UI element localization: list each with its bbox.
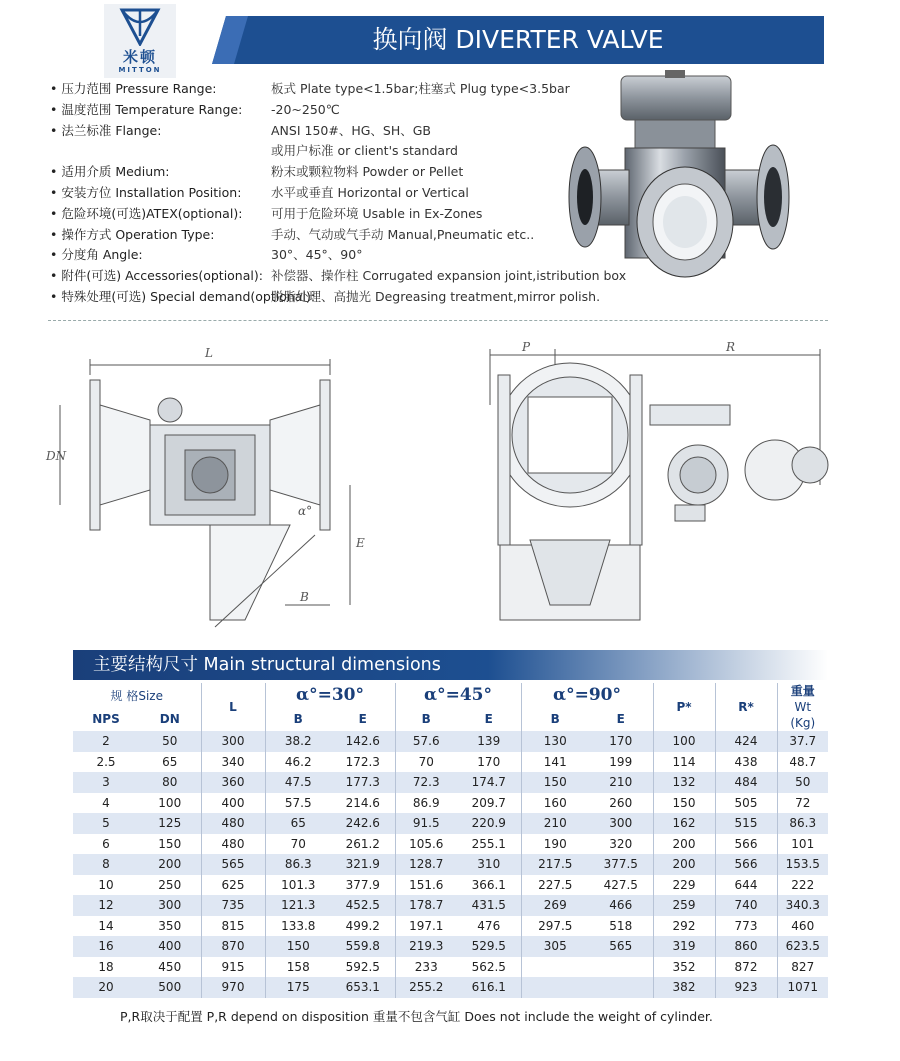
header-weight-en: Wt — [794, 700, 812, 714]
table-cell: 125 — [139, 813, 201, 834]
table-cell: 450 — [139, 957, 201, 978]
table-cell: 360 — [201, 772, 265, 793]
table-cell: 1071 — [777, 977, 828, 998]
table-cell: 242.6 — [331, 813, 395, 834]
header-alpha-90: α°=90° — [521, 683, 653, 707]
table-cell: 150 — [139, 834, 201, 855]
table-cell: 170 — [457, 752, 521, 773]
spec-value: 手动、气动或气手动 Manual,Pneumatic etc.. — [271, 226, 535, 242]
table-cell: 5 — [73, 813, 139, 834]
table-cell: 86.9 — [395, 793, 457, 814]
table-cell: 300 — [139, 895, 201, 916]
table-cell: 424 — [715, 731, 777, 752]
header-nps: NPS — [92, 712, 120, 726]
table-cell: 259 — [653, 895, 715, 916]
table-cell: 178.7 — [395, 895, 457, 916]
dim-label-alpha: α° — [298, 504, 313, 518]
table-cell: 515 — [715, 813, 777, 834]
spec-label: • 分度角 Angle: — [50, 247, 143, 263]
table-cell: 174.7 — [457, 772, 521, 793]
table-cell: 320 — [589, 834, 653, 855]
spec-label: • 危险环境(可选)ATEX(optional): — [50, 205, 243, 221]
table-cell: 592.5 — [331, 957, 395, 978]
table-cell: 220.9 — [457, 813, 521, 834]
table-cell: 150 — [265, 936, 331, 957]
table-cell: 260 — [589, 793, 653, 814]
table-cell: 438 — [715, 752, 777, 773]
header-P: P* — [653, 683, 715, 731]
table-cell: 427.5 — [589, 875, 653, 896]
side-view-drawing — [40, 335, 380, 635]
table-cell: 229 — [653, 875, 715, 896]
brand-name-en: MITTON — [118, 66, 162, 74]
table-row — [73, 957, 828, 978]
header-dn: DN — [159, 712, 180, 726]
table-cell: 133.8 — [265, 916, 331, 937]
table-row — [73, 936, 828, 957]
table-cell: 300 — [589, 813, 653, 834]
table-cell: 200 — [139, 854, 201, 875]
table-cell: 269 — [521, 895, 589, 916]
dim-label-DN: DN — [46, 449, 67, 463]
table-cell: 565 — [589, 936, 653, 957]
table-row — [73, 752, 828, 773]
table-cell: 91.5 — [395, 813, 457, 834]
table-cell: 382 — [653, 977, 715, 998]
table-cell: 38.2 — [265, 731, 331, 752]
table-cell: 352 — [653, 957, 715, 978]
spec-value: 补偿器、操作柱 Corrugated expansion joint,istribution box — [271, 268, 627, 284]
table-cell: 815 — [201, 916, 265, 937]
table-cell: 162 — [653, 813, 715, 834]
table-cell: 190 — [521, 834, 589, 855]
table-cell: 65 — [265, 813, 331, 834]
table-cell: 740 — [715, 895, 777, 916]
table-cell: 616.1 — [457, 977, 521, 998]
table-cell: 480 — [201, 834, 265, 855]
table-cell: 484 — [715, 772, 777, 793]
table-cell: 170 — [589, 731, 653, 752]
table-cell: 255.2 — [395, 977, 457, 998]
table-cell: 50 — [139, 731, 201, 752]
table-cell: 735 — [201, 895, 265, 916]
table-cell: 305 — [521, 936, 589, 957]
table-cell: 151.6 — [395, 875, 457, 896]
table-cell: 500 — [139, 977, 201, 998]
table-row — [73, 813, 828, 834]
table-cell: 128.7 — [395, 854, 457, 875]
header-alpha-30: α°=30° — [265, 683, 395, 707]
table-cell: 400 — [139, 936, 201, 957]
table-cell: 160 — [521, 793, 589, 814]
table-cell: 50 — [777, 772, 828, 793]
table-cell: 210 — [521, 813, 589, 834]
header-weight — [777, 683, 828, 731]
table-cell: 172.3 — [331, 752, 395, 773]
table-cell: 872 — [715, 957, 777, 978]
table-cell: 219.3 — [395, 936, 457, 957]
table-cell: 452.5 — [331, 895, 395, 916]
table-cell: 150 — [653, 793, 715, 814]
divider — [48, 320, 828, 321]
table-cell: 377.5 — [589, 854, 653, 875]
table-cell: 177.3 — [331, 772, 395, 793]
table-cell: 197.1 — [395, 916, 457, 937]
table-cell: 261.2 — [331, 834, 395, 855]
table-cell: 870 — [201, 936, 265, 957]
table-cell: 153.5 — [777, 854, 828, 875]
table-cell: 773 — [715, 916, 777, 937]
table-cell: 18 — [73, 957, 139, 978]
table-cell: 141 — [521, 752, 589, 773]
table-cell: 476 — [457, 916, 521, 937]
table-cell: 200 — [653, 854, 715, 875]
spec-label: • 操作方式 Operation Type: — [50, 226, 215, 242]
header-weight-cn: 重量 — [790, 684, 815, 698]
table-cell: 150 — [521, 772, 589, 793]
dim-label-B: B — [300, 590, 309, 604]
dim-label-P: P — [522, 340, 531, 354]
table-cell: 2 — [73, 731, 139, 752]
table-title-banner — [73, 650, 828, 680]
table-cell — [521, 957, 589, 978]
table-cell: 70 — [265, 834, 331, 855]
table-cell: 350 — [139, 916, 201, 937]
table-cell: 653.1 — [331, 977, 395, 998]
table-cell: 480 — [201, 813, 265, 834]
table-cell: 100 — [653, 731, 715, 752]
header-alpha-45: α°=45° — [395, 683, 521, 707]
table-cell: 400 — [201, 793, 265, 814]
table-cell: 321.9 — [331, 854, 395, 875]
table-cell: 529.5 — [457, 936, 521, 957]
logo-mark-icon — [118, 6, 162, 46]
table-cell: 37.7 — [777, 731, 828, 752]
table-cell: 86.3 — [777, 813, 828, 834]
table-cell: 100 — [139, 793, 201, 814]
table-cell: 8 — [73, 854, 139, 875]
table-cell: 101 — [777, 834, 828, 855]
header-B-45: B — [395, 707, 457, 731]
spec-value: -20~250℃ — [271, 101, 340, 117]
footnote: P,R取决于配置 P,R depend on disposition 重量不包含气缸 Does not include the weight of cylinder. — [120, 1009, 713, 1024]
table-cell: 158 — [265, 957, 331, 978]
table-cell: 227.5 — [521, 875, 589, 896]
table-row — [73, 793, 828, 814]
table-cell: 175 — [265, 977, 331, 998]
table-cell — [521, 977, 589, 998]
spec-value: 脱脂处理、高抛光 Degreasing treatment,mirror polish. — [271, 289, 601, 304]
table-cell: 132 — [653, 772, 715, 793]
header-size: 规 格Size — [110, 688, 163, 703]
table-cell: 222 — [777, 875, 828, 896]
table-cell: 10 — [73, 875, 139, 896]
spec-value: 板式 Plate type<1.5bar;柱塞式 Plug type<3.5bar — [271, 81, 570, 96]
spec-label: • 法兰标准 Flange: — [50, 122, 162, 138]
table-cell: 319 — [653, 936, 715, 957]
table-cell: 625 — [201, 875, 265, 896]
table-cell: 366.1 — [457, 875, 521, 896]
table-cell: 3 — [73, 772, 139, 793]
table-cell: 340 — [201, 752, 265, 773]
table-cell: 250 — [139, 875, 201, 896]
table-cell: 297.5 — [521, 916, 589, 937]
table-cell: 139 — [457, 731, 521, 752]
table-cell: 915 — [201, 957, 265, 978]
spec-value: 30°、45°、90° — [271, 247, 363, 263]
table-cell: 4 — [73, 793, 139, 814]
table-row — [73, 834, 828, 855]
table-cell: 209.7 — [457, 793, 521, 814]
table-cell: 47.5 — [265, 772, 331, 793]
spec-label: • 附件(可选) Accessories(optional): — [50, 268, 263, 284]
table-body — [73, 731, 828, 998]
table-cell: 2.5 — [73, 752, 139, 773]
table-cell: 14 — [73, 916, 139, 937]
table-cell: 210 — [589, 772, 653, 793]
table-cell: 923 — [715, 977, 777, 998]
table-cell — [589, 957, 653, 978]
table-cell: 20 — [73, 977, 139, 998]
table-cell: 827 — [777, 957, 828, 978]
table-cell: 130 — [521, 731, 589, 752]
header-B-30: B — [265, 707, 331, 731]
table-cell: 57.5 — [265, 793, 331, 814]
table-cell: 214.6 — [331, 793, 395, 814]
header-B-90: B — [521, 707, 589, 731]
table-row — [73, 854, 828, 875]
table-cell: 460 — [777, 916, 828, 937]
table-cell: 565 — [201, 854, 265, 875]
header-E-90: E — [616, 712, 625, 726]
dim-label-L: L — [205, 346, 213, 360]
header-L: L — [201, 683, 265, 731]
table-cell: 200 — [653, 834, 715, 855]
table-cell: 142.6 — [331, 731, 395, 752]
table-row — [73, 977, 828, 998]
valve-photo — [555, 70, 807, 292]
table-cell: 101.3 — [265, 875, 331, 896]
spec-label: • 特殊处理(可选) Special demand(optional): — [50, 289, 316, 304]
dimensions-table — [73, 683, 828, 998]
table-cell: 566 — [715, 854, 777, 875]
table-cell: 199 — [589, 752, 653, 773]
spec-label: • 适用介质 Medium: — [50, 164, 170, 180]
dim-label-R: R — [726, 340, 736, 354]
dim-label-E: E — [356, 536, 365, 550]
table-cell: 310 — [457, 854, 521, 875]
spec-value: 或用户标准 or client's standard — [271, 143, 458, 159]
table-title: 主要结构尺寸 Main structural dimensions — [93, 655, 441, 675]
table-cell: 70 — [395, 752, 457, 773]
table-cell: 72.3 — [395, 772, 457, 793]
table-cell: 300 — [201, 731, 265, 752]
table-cell: 12 — [73, 895, 139, 916]
table-row — [73, 731, 828, 752]
top-view-drawing — [480, 335, 840, 635]
table-cell: 644 — [715, 875, 777, 896]
table-cell — [589, 977, 653, 998]
table-cell: 340.3 — [777, 895, 828, 916]
table-cell: 860 — [715, 936, 777, 957]
table-cell: 6 — [73, 834, 139, 855]
table-cell: 623.5 — [777, 936, 828, 957]
table-cell: 86.3 — [265, 854, 331, 875]
spec-value: 可用于危险环境 Usable in Ex-Zones — [271, 205, 483, 221]
table-cell: 233 — [395, 957, 457, 978]
page-title: 换向阀 DIVERTER VALVE — [372, 25, 664, 54]
table-cell: 255.1 — [457, 834, 521, 855]
table-cell: 121.3 — [265, 895, 331, 916]
brand-logo — [104, 4, 176, 78]
table-cell: 16 — [73, 936, 139, 957]
table-cell: 377.9 — [331, 875, 395, 896]
spec-value: 水平或垂直 Horizontal or Vertical — [271, 185, 469, 200]
table-cell: 970 — [201, 977, 265, 998]
header-E-30: E — [358, 712, 367, 726]
table-cell: 105.6 — [395, 834, 457, 855]
table-row — [73, 916, 828, 937]
table-cell: 505 — [715, 793, 777, 814]
title-banner — [212, 16, 824, 64]
table-cell: 57.6 — [395, 731, 457, 752]
table-cell: 292 — [653, 916, 715, 937]
spec-label: • 安装方位 Installation Position: — [50, 185, 242, 200]
table-cell: 72 — [777, 793, 828, 814]
table-cell: 46.2 — [265, 752, 331, 773]
table-cell: 566 — [715, 834, 777, 855]
spec-value: 粉末或颗粒物料 Powder or Pellet — [271, 164, 464, 180]
table-cell: 499.2 — [331, 916, 395, 937]
spec-label: • 压力范围 Pressure Range: — [50, 81, 217, 96]
table-cell: 466 — [589, 895, 653, 916]
spec-label: • 温度范围 Temperature Range: — [50, 101, 243, 117]
table-cell: 217.5 — [521, 854, 589, 875]
header-R: R* — [715, 683, 777, 731]
table-cell: 518 — [589, 916, 653, 937]
table-row — [73, 895, 828, 916]
table-cell: 431.5 — [457, 895, 521, 916]
table-cell: 562.5 — [457, 957, 521, 978]
table-cell: 65 — [139, 752, 201, 773]
header-E-45: E — [484, 712, 493, 726]
table-cell: 114 — [653, 752, 715, 773]
brand-name-cn: 米顿 — [122, 48, 157, 66]
spec-value: ANSI 150#、HG、SH、GB — [271, 122, 432, 138]
table-row — [73, 875, 828, 896]
table-cell: 48.7 — [777, 752, 828, 773]
header-weight-unit: (Kg) — [790, 716, 816, 730]
table-cell: 80 — [139, 772, 201, 793]
table-row — [73, 772, 828, 793]
table-cell: 559.8 — [331, 936, 395, 957]
